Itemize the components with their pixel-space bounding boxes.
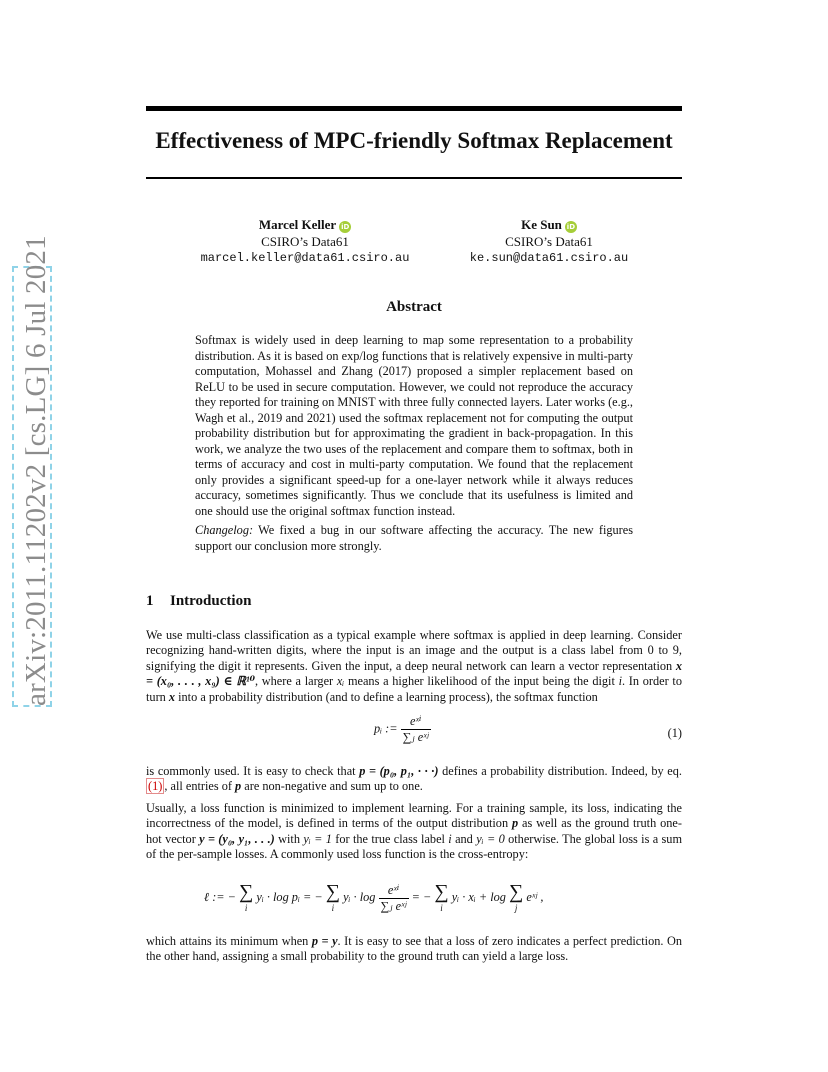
section-number: 1 <box>146 593 154 609</box>
paper-title: Effectiveness of MPC-friendly Softmax Replacement <box>155 128 673 153</box>
text-run: We use multi-class classification as a typical example where softmax is applied in deep learning. Consider recognizing hand-written digits, where the input is an image and the output is a class label from 0 to 9, signifying the digit it represents. Given the input, a deep neural network can learn a vector representation <box>146 628 682 673</box>
equation-term: yᵢ · xᵢ + log <box>451 889 506 904</box>
text-run: is commonly used. It is easy to check that <box>146 764 360 778</box>
fraction-numerator: eˣⁱ <box>401 714 431 730</box>
author-1 <box>175 216 435 267</box>
equation-term: = − <box>411 889 432 904</box>
equation-reference-link[interactable]: (1) <box>148 779 163 794</box>
author-email[interactable]: marcel.keller@data61.csiro.au <box>200 251 410 265</box>
equation-term: yᵢ · log <box>343 889 376 904</box>
text-run: with <box>274 831 304 846</box>
section-title: Introduction <box>170 593 252 609</box>
math-inline: p = y <box>311 934 338 948</box>
equation-number: (1) <box>667 726 682 740</box>
summation-symbol <box>434 882 448 914</box>
author-affiliation: CSIRO’s Data61 <box>505 234 593 249</box>
title-rule-bottom <box>146 177 682 179</box>
section-heading <box>146 593 251 610</box>
text-run: as well as the ground truth one-hot vector <box>146 816 682 846</box>
fraction-denominator: ∑ⱼ eˣʲ <box>380 898 407 913</box>
author-affiliation: CSIRO’s Data61 <box>261 234 349 249</box>
sum-sign: ∑ <box>325 881 340 903</box>
math-inline: p <box>235 779 242 794</box>
fraction-numerator: eˣⁱ <box>379 883 409 899</box>
author-email[interactable]: ke.sun@data61.csiro.au <box>469 251 629 265</box>
text-run: and <box>451 831 477 846</box>
title-rule-top <box>146 106 682 111</box>
sum-sign: ∑ <box>509 881 524 903</box>
text-run: , where a larger <box>255 674 337 689</box>
abstract-heading: Abstract <box>386 299 442 315</box>
text-run: for the true class label <box>331 831 449 846</box>
math-inline: yᵢ = 1 <box>303 831 332 846</box>
abstract-text: Softmax is widely used in deep learning to map some representation to a probability distribution. As it is based on exp/log functions that is relatively expensive in multi-party computation, Mohassel and Zhang (2017) proposed a simpler replacement based on ReLU to be used in secure computation. However, we could not reproduce the accuracy they reported for training on MNIST with three fully connected layers. Later works (e.g., Wagh et al., 2019 and 2021) used the softmax replacement not for computing the output probability distribution but for approximating the gradient in back-propagation. In this work, we analyze the two uses of the replacement and compare them to softmax, both in terms of accuracy and cost in multi-party computation. We found that the replacement only provides a significant speed-up for a one-layer network while it always reduces accuracy, sometimes significantly. Thus we conclude that its usefulness is limited and one should use the original softmax function instead. <box>195 333 633 518</box>
equation-term: eˣʲ , <box>526 889 544 904</box>
equation-fraction <box>401 714 431 745</box>
intro-paragraph-4 <box>146 934 682 965</box>
math-inline: y = (y₀, y₁, . . .) <box>199 831 275 846</box>
arxiv-identifier[interactable]: arXiv:2011.11202v2 [cs.LG] 6 Jul 2021 <box>20 235 52 706</box>
orcid-icon[interactable]: iD <box>341 223 350 231</box>
orcid-icon[interactable]: iD <box>566 223 576 231</box>
equation-term: yᵢ · log pᵢ = − <box>256 889 323 904</box>
text-run: means a higher likelihood of the input being the digit <box>344 674 619 689</box>
math-inline: x = (x₀, . . . , x₉) ∈ ℝ¹⁰ <box>146 658 682 689</box>
math-inline: p <box>512 816 519 831</box>
sum-index: j <box>514 903 518 913</box>
intro-paragraph-2 <box>146 764 682 795</box>
math-inline: p = (p₀, p₁, · · ·) <box>359 764 439 778</box>
changelog-label: Changelog: <box>195 523 254 537</box>
author-name: Ke Sun <box>521 217 562 232</box>
text-run: , all entries of <box>164 779 236 794</box>
equation-cross-entropy <box>146 880 682 928</box>
intro-paragraph-1 <box>146 628 682 705</box>
text-run: . In order to turn <box>146 674 682 704</box>
math-inline: i <box>618 674 623 689</box>
equation-lhs: pᵢ := <box>374 721 398 736</box>
summation-symbol <box>239 882 253 914</box>
equation-term: ℓ := − <box>204 889 236 904</box>
summation-symbol <box>509 882 523 914</box>
text-run: Usually, a loss function is minimized to implement learning. For a training sample, its loss, indicating the incorrectness of the model, is defined in terms of the output distribution <box>146 801 682 831</box>
changelog-text: We fixed a bug in our software affecting the accuracy. The new figures support our conclusion more strongly. <box>195 523 633 553</box>
text-run: which attains its minimum when <box>146 934 312 948</box>
equation-1 <box>146 710 682 756</box>
changelog <box>195 523 633 554</box>
sum-index: i <box>331 903 335 913</box>
math-inline: i <box>448 831 452 846</box>
math-inline: yᵢ = 0 <box>476 831 505 846</box>
sum-index: i <box>440 903 443 913</box>
author-name: Marcel Keller <box>258 217 337 232</box>
author-2 <box>419 216 679 267</box>
fraction-denominator: ∑ⱼ eˣʲ <box>402 730 429 744</box>
sum-sign: ∑ <box>434 881 449 903</box>
intro-paragraph-3 <box>146 801 682 863</box>
text-run: defines a probability distribution. Indeed, by eq. <box>438 764 682 778</box>
text-run: into a probability distribution (and to define a learning process), the softmax function <box>175 689 598 704</box>
sum-sign: ∑ <box>239 881 254 903</box>
summation-symbol <box>326 882 340 914</box>
math-inline: xᵢ <box>336 674 345 689</box>
equation-fraction <box>379 883 409 914</box>
sum-index: i <box>244 903 248 913</box>
text-run: are non-negative and sum up to one. <box>241 779 423 794</box>
math-inline: x <box>168 689 176 704</box>
abstract-body <box>195 333 633 554</box>
text-run: otherwise. The global loss is a sum of the per-sample losses. A commonly used loss function is the cross-entropy: <box>146 831 683 862</box>
text-run: . It is easy to see that a loss of zero indicates a perfect prediction. On the other hand, assigning a small probability to the ground truth can yield a large loss. <box>146 934 682 964</box>
